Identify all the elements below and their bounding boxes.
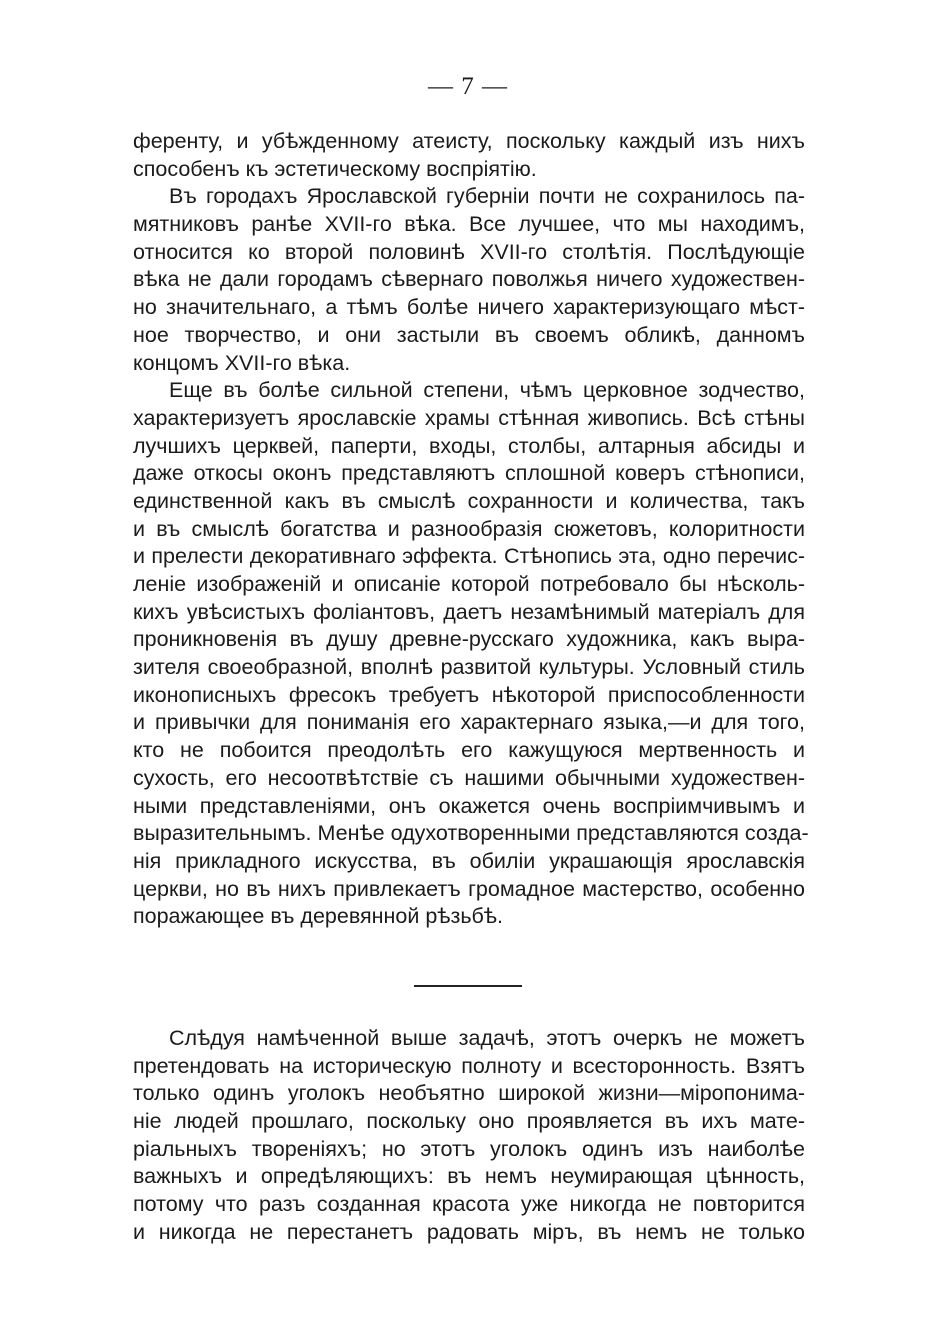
section-divider <box>414 985 522 987</box>
text-line: сухость, его несоотвѣтствіе съ нашими обычными художествен- <box>133 765 805 790</box>
text-line: церкви, но въ нихъ привлекаетъ громадное мастерство, особенно <box>133 876 805 901</box>
text-line: выразительнымъ. Менѣе одухотворенными представляются созда- <box>133 821 809 846</box>
text-line: мятниковъ ранѣе XVII-го вѣка. Все лучшее, что мы находимъ, <box>133 212 805 237</box>
text-line: концомъ XVII-го вѣка. <box>133 350 351 375</box>
text-line: поражающее въ деревянной рѣзьбѣ. <box>133 904 504 929</box>
text-line: кихъ увѣсистыхъ фоліантовъ, даетъ незамѣнимый матеріалъ для <box>133 599 805 624</box>
text-line: даже откосы оконъ представляютъ сплошной коверъ стѣнописи, <box>133 461 805 486</box>
text-line: ное творчество, и они застыли въ своемъ обликѣ, данномъ <box>133 322 805 347</box>
text-line: лучшихъ церквей, паперти, входы, столбы, алтарныя абсиды и <box>133 433 805 458</box>
text-line: ріальныхъ твореніяхъ; но этотъ уголокъ одинъ изъ наиболѣе <box>133 1136 805 1161</box>
text-line: ными представленіями, онъ окажется очень воспріимчивымъ и <box>133 793 805 818</box>
text-line: претендовать на историческую полноту и всесторонность. Взятъ <box>133 1053 805 1078</box>
text-line: Еще въ болѣе сильной степени, чѣмъ церковное зодчество, <box>169 378 805 403</box>
text-line: потому что разъ созданная красота уже никогда не повторится <box>133 1192 805 1217</box>
text-line: только одинъ уголокъ необъятно широкой жизни—міропонима- <box>133 1081 805 1106</box>
text-line: проникновенія въ душу древне-русскаго художника, какъ выра- <box>133 627 805 652</box>
text-section-1 <box>133 128 809 931</box>
text-line: зителя своеобразной, вполнѣ развитой культуры. Условный стиль <box>133 655 805 680</box>
text-line: и въ смыслѣ богатства и разнообразія сюжетовъ, колоритности <box>133 516 805 541</box>
text-line: единственной какъ въ смыслѣ сохранности и количества, такъ <box>133 488 805 513</box>
page-number: — 7 — <box>428 73 508 100</box>
text-line: нія прикладного искусства, въ обиліи украшающія ярославскія <box>133 848 805 873</box>
text-line: и прелести декоративнаго эффекта. Стѣнопись эта, одно перечис- <box>133 544 805 569</box>
text-line: вѣка не дали городамъ сѣвернаго поволжья ничего художествен- <box>133 267 805 292</box>
text-line: относится ко второй половинѣ XVII-го столѣтія. Послѣдующіе <box>133 239 805 264</box>
text-line: ференту, и убѣжденному атеисту, поскольку каждый изъ нихъ <box>133 129 805 153</box>
text-line: леніе изображеній и описаніе которой потребовало бы нѣсколь- <box>133 572 805 596</box>
text-line: Слѣдуя намѣченной выше задачѣ, этотъ очеркъ не можетъ <box>169 1026 805 1050</box>
text-line: способенъ къ эстетическому воспріятію. <box>133 156 537 181</box>
text-line: иконописныхъ фресокъ требуетъ нѣкоторой приспособленности <box>133 682 805 707</box>
text-line: ніе людей прошлаго, поскольку оно проявляется въ ихъ мате- <box>133 1109 805 1134</box>
text-line: но значительнаго, а тѣмъ болѣе ничего характеризующаго мѣст- <box>133 295 805 320</box>
text-line: характеризуетъ ярославскіе храмы стѣнная живопись. Всѣ стѣны <box>133 405 805 430</box>
text-line: кто не побоится преодолѣть его кажущуюся мертвенность и <box>133 738 805 763</box>
text-line: и привычки для пониманія его характернаго языка,—и для того, <box>133 710 805 735</box>
text-line: важныхъ и опредѣляющихъ: въ немъ неумирающая цѣнность, <box>133 1164 805 1189</box>
text-line: и никогда не перестанетъ радовать міръ, въ немъ не только <box>133 1219 805 1244</box>
text-section-2 <box>133 1025 805 1247</box>
text-line: Въ городахъ Ярославской губерніи почти не сохранилось па- <box>169 184 805 209</box>
